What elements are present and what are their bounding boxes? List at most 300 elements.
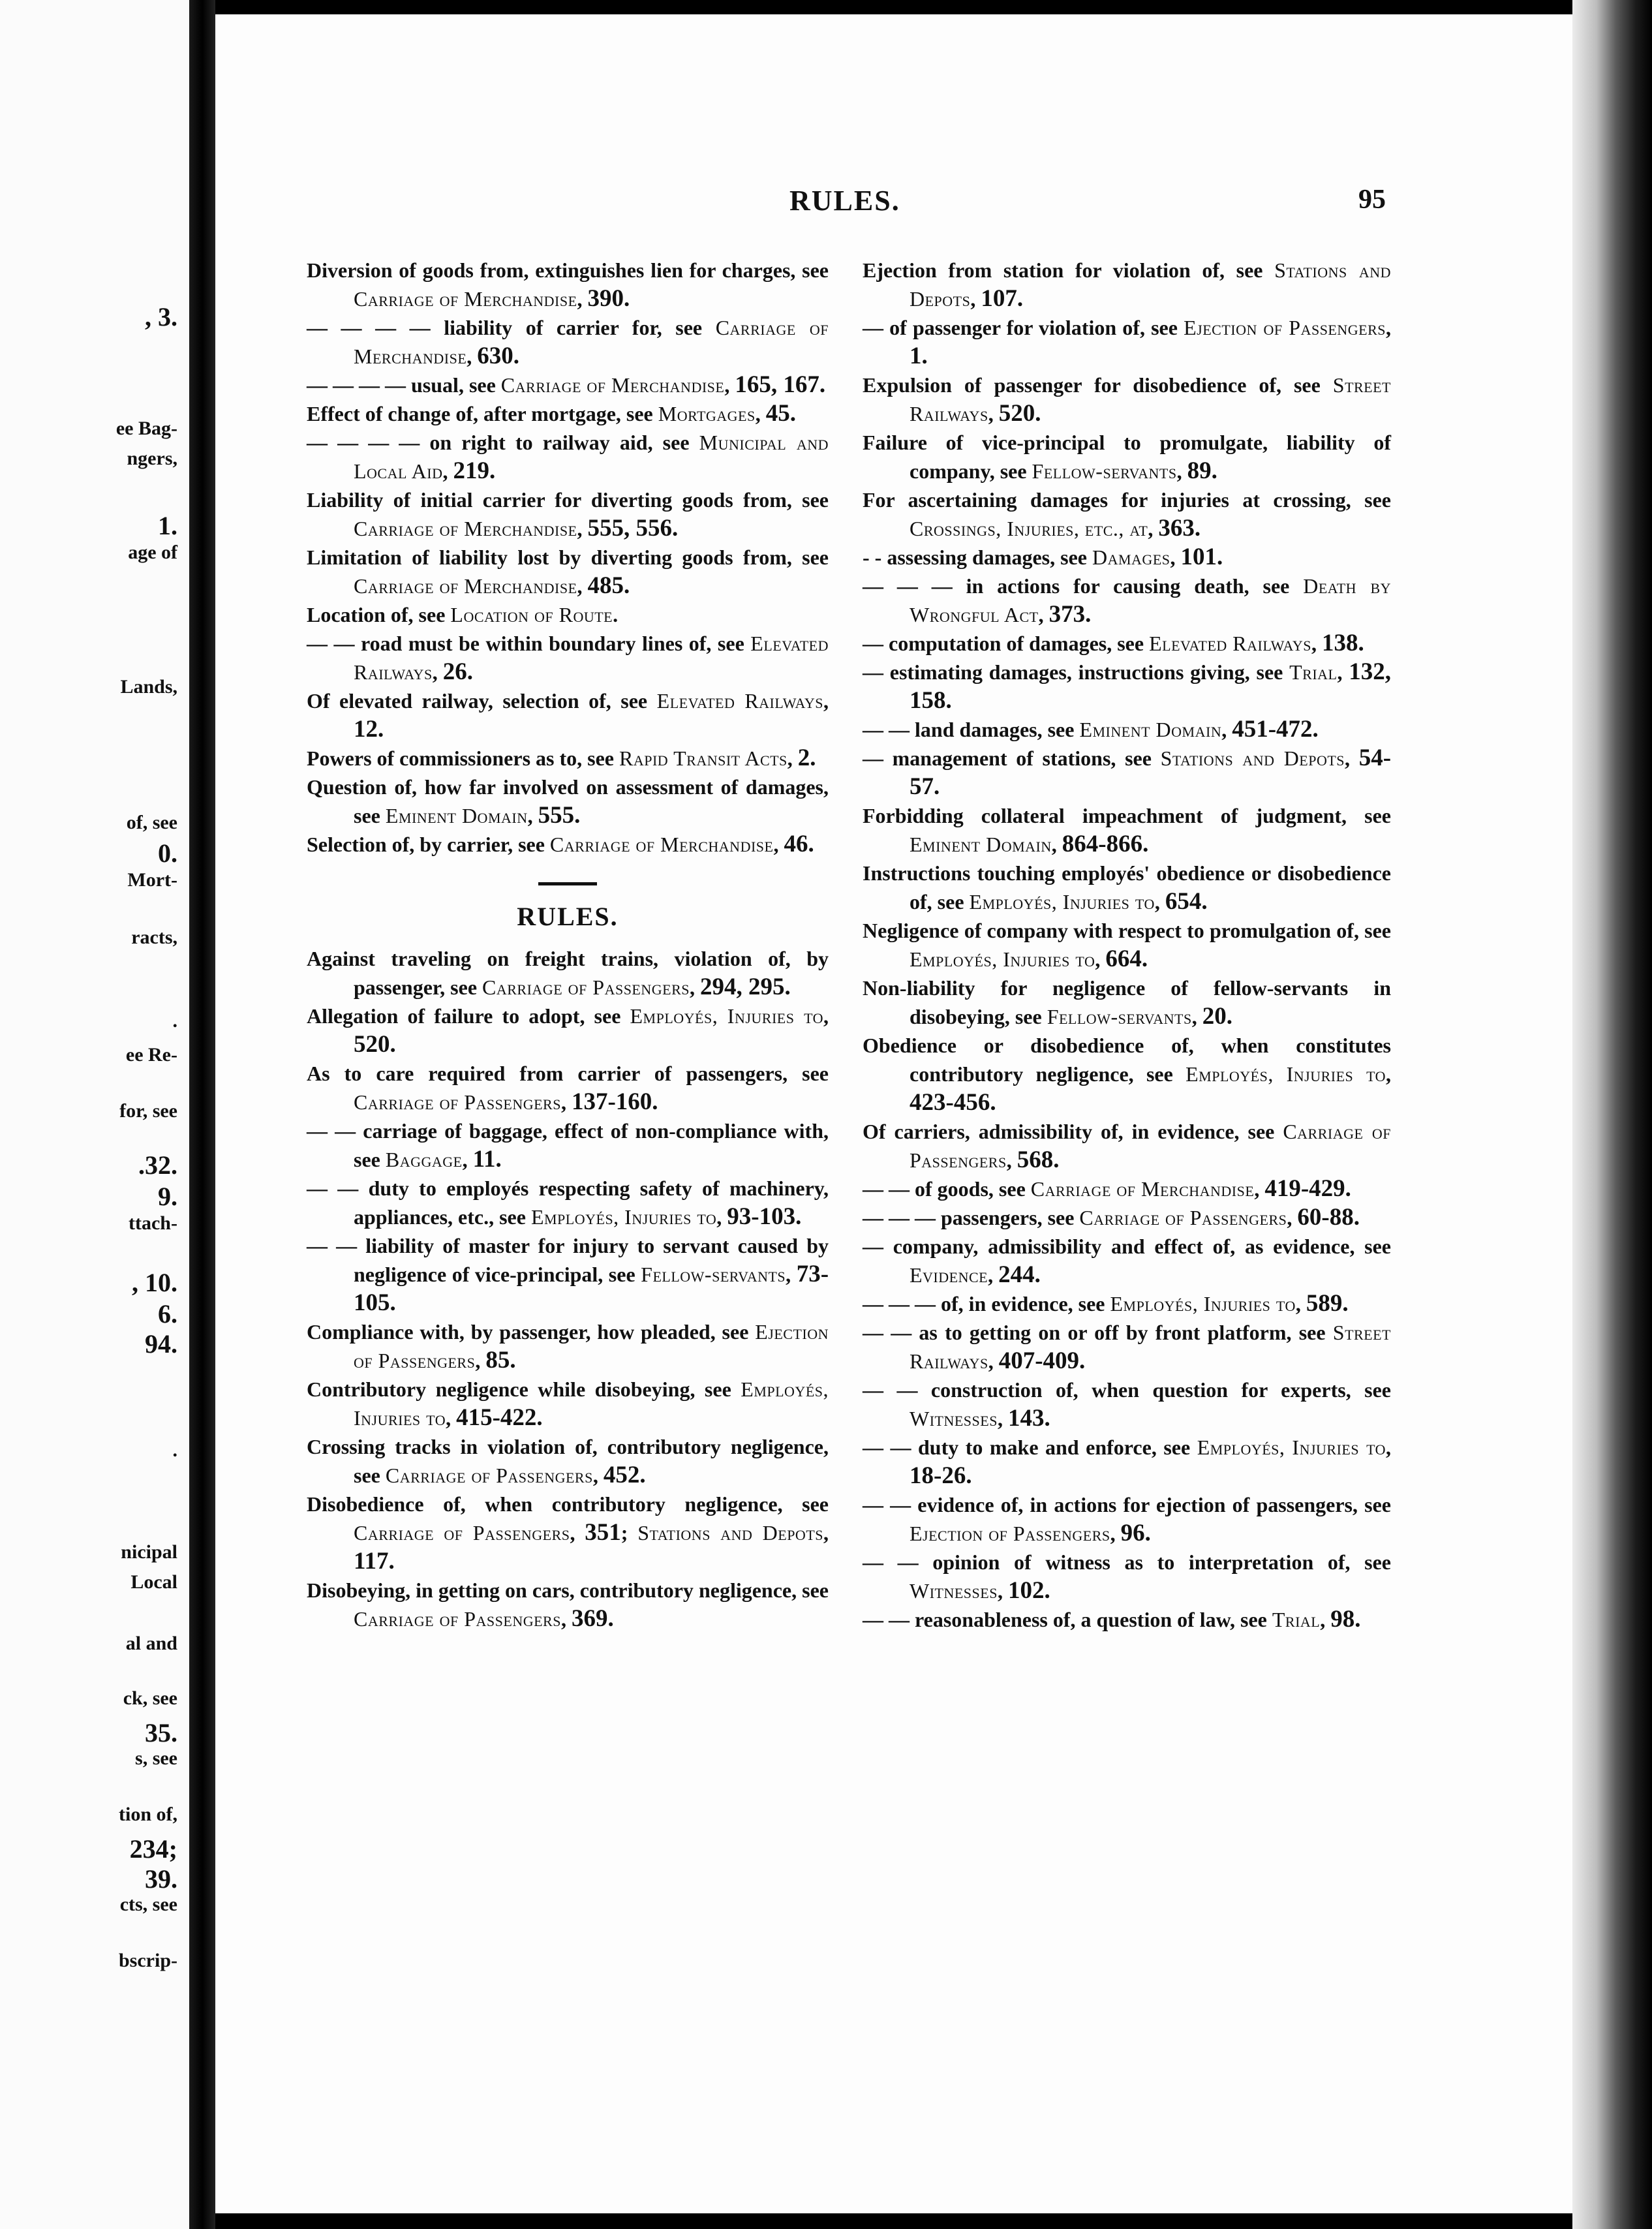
- section-number: 664.: [1105, 945, 1148, 972]
- index-entry: [307, 629, 829, 686]
- entry-text: ,: [1051, 833, 1062, 856]
- cross-reference: Carriage of Merchandise: [354, 517, 577, 540]
- index-entry: [863, 1175, 1391, 1203]
- entry-text: — — — passengers, see: [863, 1206, 1080, 1229]
- section-number: 407-409.: [998, 1347, 1086, 1374]
- section-number: 294, 295.: [700, 974, 791, 1000]
- section-number: 244.: [998, 1261, 1041, 1288]
- cross-reference: Carriage of Merchandise: [549, 833, 774, 856]
- cross-reference: Mortgages: [658, 402, 756, 425]
- cross-reference: Carriage of Merchandise: [354, 316, 829, 368]
- entry-text: ,: [1176, 459, 1187, 483]
- section-number: 11.: [472, 1146, 502, 1173]
- entry-text: ,: [1320, 1608, 1331, 1631]
- section-divider: [538, 882, 597, 885]
- entry-text: Disobedience of, when contributory negligence, see: [307, 1492, 829, 1516]
- index-entry: [307, 1116, 829, 1174]
- section-number: 485.: [587, 572, 630, 599]
- index-entry: [863, 744, 1391, 801]
- cross-reference: Stations and Depots: [637, 1521, 823, 1545]
- section-number: 423-456.: [910, 1089, 996, 1116]
- section-number: 18-26.: [910, 1462, 972, 1489]
- index-entry: [863, 859, 1391, 916]
- cross-reference: Employés, Injuries to: [354, 1377, 829, 1430]
- section-number: 451-472.: [1232, 716, 1319, 743]
- entry-text: Non-liability for negligence of fellow-servants in disobeying, see: [863, 976, 1391, 1028]
- index-entry: [863, 572, 1391, 629]
- cross-reference: Fellow-servants: [641, 1263, 786, 1286]
- section-number: 96.: [1120, 1520, 1151, 1546]
- cross-reference: Fellow-servants: [1032, 459, 1177, 483]
- index-entry: [307, 744, 829, 773]
- cross-reference: Elevated Railways: [1149, 632, 1311, 655]
- section-number: 373.: [1048, 601, 1092, 628]
- cross-reference: Elevated Railways: [656, 689, 824, 713]
- index-entry: [307, 1174, 829, 1231]
- entry-text: ,: [577, 517, 588, 540]
- section-number: 54-57.: [910, 745, 1392, 800]
- section-number: 12.: [354, 716, 384, 743]
- cross-reference: Carriage of Passengers: [354, 1607, 561, 1631]
- cross-reference: Carriage of Passengers: [354, 1090, 561, 1114]
- index-entry: [863, 313, 1391, 371]
- entry-text: ,: [1095, 947, 1106, 971]
- section-number: 102.: [1007, 1577, 1050, 1604]
- entry-text: — company, admissibility and effect of, as evidence, see: [863, 1235, 1391, 1258]
- entry-text: Failure of vice-principal to promulgate, liability of company, see: [863, 431, 1391, 483]
- cross-reference: Trial: [1289, 660, 1338, 684]
- facing-page-text: al and: [125, 1633, 177, 1654]
- facing-page-text: tion of,: [119, 1804, 177, 1825]
- facing-page-text: , 3.: [145, 302, 177, 331]
- entry-text: ,: [1386, 316, 1391, 339]
- entry-text: — — — in actions for causing death, see: [863, 574, 1304, 598]
- entry-text: ,: [570, 1521, 585, 1545]
- section-number: 117.: [354, 1548, 395, 1575]
- facing-page-text: s, see: [135, 1747, 177, 1769]
- section-number: 45.: [765, 400, 796, 427]
- facing-page-text: Lands,: [120, 676, 177, 698]
- cross-reference: Trial: [1272, 1608, 1321, 1631]
- section-number: 520.: [354, 1031, 396, 1058]
- entry-text: ,: [560, 1607, 572, 1631]
- section-number: 46.: [784, 831, 814, 857]
- index-entry: [307, 1490, 829, 1576]
- entry-text: ,: [577, 574, 588, 598]
- entry-text: Expulsion of passenger for disobedience of, see: [863, 373, 1333, 397]
- entry-text: — management of stations, see: [863, 746, 1161, 770]
- entry-text: ,: [1311, 632, 1322, 655]
- facing-page-text: cts, see: [119, 1894, 177, 1915]
- entry-text: ,: [997, 1407, 1008, 1430]
- section-number: 93-103.: [727, 1203, 802, 1230]
- entry-text: Of elevated railway, selection of, see: [307, 689, 657, 713]
- cross-reference: Stations and Depots: [910, 258, 1391, 311]
- cross-reference: Employés, Injuries to: [1197, 1436, 1386, 1459]
- index-entry: [307, 1375, 829, 1432]
- entry-text: ,: [823, 1004, 829, 1028]
- index-entry: [307, 399, 829, 428]
- entry-text: Effect of change of, after mortgage, see: [307, 402, 658, 425]
- cross-reference: Stations and Depots: [1160, 746, 1345, 770]
- entry-text: — — — of, in evidence, see: [863, 1292, 1110, 1315]
- entry-text: ,: [1254, 1177, 1265, 1201]
- section-number: 419-429.: [1264, 1175, 1351, 1202]
- entry-text: ,: [787, 746, 798, 770]
- section-number: 143.: [1007, 1405, 1050, 1432]
- section-number: 132, 158.: [910, 658, 1392, 714]
- cross-reference: Witnesses: [910, 1579, 998, 1603]
- entry-text: ,: [442, 459, 453, 483]
- section-number: 390.: [587, 285, 630, 312]
- facing-page-text: .: [172, 1010, 177, 1032]
- index-entry: [863, 658, 1391, 715]
- section-number: 20.: [1202, 1003, 1232, 1030]
- section-number: 555, 556.: [587, 515, 679, 542]
- index-entry: [863, 428, 1391, 485]
- cross-reference: Carriage of Passengers: [354, 1521, 570, 1545]
- entry-text: — computation of damages, see: [863, 632, 1150, 655]
- entry-text: — — road must be within boundary lines of, see: [307, 632, 751, 655]
- index-entry: [863, 1605, 1391, 1634]
- index-entry: [863, 1117, 1391, 1175]
- entry-text: Negligence of company with respect to promulgation of, see: [863, 919, 1391, 942]
- cross-reference: Carriage of Merchandise: [500, 373, 725, 397]
- entry-text: ,: [1295, 1292, 1306, 1315]
- index-entry: [863, 1031, 1391, 1117]
- cross-reference: Evidence: [910, 1263, 988, 1287]
- cross-reference: Location of Route: [450, 603, 613, 626]
- entry-text: — — — — usual, see: [307, 373, 501, 397]
- cross-reference: Carriage of Merchandise: [354, 574, 577, 598]
- cross-reference: Carriage of Passengers: [1079, 1206, 1287, 1229]
- cross-reference: Eminent Domain: [910, 833, 1052, 856]
- section-number: 73-105.: [354, 1261, 829, 1316]
- index-entry: [307, 1576, 829, 1633]
- section-number: 101.: [1180, 544, 1223, 570]
- section-number: 165, 167.: [735, 371, 826, 398]
- entry-text: ,: [988, 402, 999, 425]
- index-entry: [307, 256, 829, 313]
- entry-text: ,: [755, 402, 766, 425]
- index-entry: [863, 1548, 1391, 1605]
- cross-reference: Death by Wrongful Act: [910, 574, 1392, 626]
- facing-page-text: 94.: [145, 1329, 177, 1359]
- index-entry: [307, 944, 829, 1002]
- index-entry: [863, 801, 1391, 859]
- facing-page-text: 1.: [158, 511, 177, 540]
- cross-reference: Street Railways: [910, 1321, 1391, 1373]
- entry-text: Compliance with, by passenger, how pleaded, see: [307, 1320, 756, 1344]
- entry-text: Forbidding collateral impeachment of judgment, see: [863, 804, 1391, 827]
- section-number: 452.: [603, 1462, 646, 1488]
- cross-reference: Eminent Domain: [385, 804, 528, 827]
- cross-reference: Damages: [1092, 546, 1170, 569]
- entry-text: Of carriers, admissibility of, in evidence, see: [863, 1120, 1283, 1143]
- facing-page-text: for, see: [119, 1100, 177, 1122]
- entry-text: ,: [1038, 603, 1049, 626]
- index-entry: [863, 916, 1391, 974]
- entry-list-continued: [307, 256, 829, 859]
- facing-page-text: .: [172, 1439, 177, 1461]
- facing-page-text: .32.: [138, 1150, 177, 1180]
- entry-text: — — duty to employés respecting safety of machinery, appliances, etc., see: [307, 1176, 829, 1229]
- section-heading: RULES.: [517, 902, 619, 931]
- cross-reference: Baggage: [385, 1148, 463, 1171]
- facing-page-text: ck, see: [123, 1687, 177, 1709]
- index-entry: [307, 371, 829, 399]
- facing-page-text: nicipal: [121, 1541, 177, 1563]
- entry-text: Diversion of goods from, extinguishes lien for charges, see: [307, 258, 829, 282]
- cross-reference: Crossings, Injuries, etc., at: [910, 517, 1148, 540]
- section-number: 219.: [453, 457, 496, 484]
- entry-text: ,: [475, 1349, 486, 1372]
- section-number: 98.: [1330, 1606, 1361, 1633]
- entry-text: — estimating damages, instructions giving, see: [863, 660, 1290, 684]
- index-entry: [863, 543, 1391, 572]
- index-entry: [307, 1002, 829, 1059]
- entry-text: Ejection from station for violation of, see: [863, 258, 1275, 282]
- entry-text: ,: [1345, 746, 1359, 770]
- entry-text: — — — — liability of carrier for, see: [307, 316, 716, 339]
- entry-text: ;: [620, 1521, 638, 1545]
- index-entry: [307, 686, 829, 744]
- entry-text: ,: [1337, 660, 1349, 684]
- entry-text: ,: [1148, 517, 1159, 540]
- section-number: 630.: [477, 343, 520, 369]
- entry-text: Limitation of liability lost by diverting goods from, see: [307, 546, 829, 569]
- section-number: 1.: [910, 343, 928, 369]
- entry-text: — — reasonableness of, a question of law, see: [863, 1608, 1272, 1631]
- facing-page-text: 0.: [158, 838, 177, 868]
- cross-reference: Elevated Railways: [354, 632, 829, 684]
- entry-text: ,: [823, 1521, 829, 1545]
- facing-page-text: Local: [130, 1571, 177, 1593]
- entry-text: Powers of commissioners as to, see: [307, 746, 619, 770]
- section-number: 415-422.: [456, 1404, 543, 1431]
- entry-text: Obedience or disobedience of, when constitutes contributory negligence, see: [863, 1034, 1391, 1086]
- entry-text: ,: [773, 833, 784, 856]
- entry-text: Liability of initial carrier for diverting goods from, see: [307, 488, 829, 512]
- index-entry: [863, 371, 1391, 428]
- facing-page-text: ngers,: [127, 448, 177, 469]
- index-entry: [307, 543, 829, 600]
- cross-reference: Rapid Transit Acts: [619, 746, 788, 770]
- index-entry: [307, 1317, 829, 1375]
- index-entry: [307, 773, 829, 830]
- entry-text: ,: [592, 1464, 604, 1487]
- entry-text: ,: [462, 1148, 473, 1171]
- entry-text: — — evidence of, in actions for ejection of passengers, see: [863, 1493, 1391, 1516]
- entry-text: ,: [988, 1349, 999, 1373]
- running-head: RULES.: [789, 185, 900, 217]
- section-number: 138.: [1321, 630, 1364, 656]
- index-entry: [863, 974, 1391, 1031]
- entry-text: ,: [527, 804, 538, 827]
- index-entry: [307, 1231, 829, 1317]
- section-number: 107.: [981, 285, 1024, 312]
- entry-text: Instructions touching employés' obedience or disobedience of, see: [863, 861, 1391, 914]
- entry-text: ,: [1154, 890, 1165, 914]
- cross-reference: Carriage of Passengers: [385, 1464, 593, 1487]
- facing-page-fragment: [0, 0, 189, 2229]
- entry-text: ,: [467, 345, 478, 368]
- cross-reference: Fellow-servants: [1047, 1005, 1192, 1028]
- entry-text: — — construction of, when question for experts, see: [863, 1378, 1391, 1402]
- entry-text: As to care required from carrier of passengers, see: [307, 1062, 829, 1085]
- section-number: 363.: [1158, 515, 1201, 542]
- index-entry: [307, 485, 829, 543]
- facing-page-text: 9.: [158, 1182, 177, 1211]
- index-entry: [307, 1432, 829, 1490]
- entry-text: .: [613, 603, 619, 626]
- index-entry: [863, 1376, 1391, 1433]
- entry-text: Contributory negligence while disobeying, see: [307, 1377, 741, 1401]
- facing-page-text: of, see: [126, 812, 177, 833]
- cross-reference: Employés, Injuries to: [630, 1004, 823, 1028]
- facing-page-text: ee Re-: [125, 1044, 177, 1066]
- entry-text: ,: [724, 373, 735, 397]
- entry-text: ,: [1170, 546, 1181, 569]
- entry-text: ,: [970, 287, 981, 311]
- section-number: 351: [585, 1519, 621, 1546]
- facing-page-text: 39.: [145, 1864, 177, 1894]
- entry-text: ,: [716, 1205, 727, 1229]
- section-number: 589.: [1306, 1290, 1349, 1317]
- entry-text: Crossing tracks in violation of, contributory negligence, see: [307, 1435, 829, 1487]
- cross-reference: Eminent Domain: [1079, 718, 1222, 741]
- index-column-left: [307, 256, 829, 1633]
- entry-text: ,: [823, 689, 829, 713]
- entry-text: Location of, see: [307, 603, 451, 626]
- entry-list-rules: [307, 944, 829, 1633]
- section-number: 85.: [485, 1347, 516, 1374]
- section-number: 60-88.: [1297, 1204, 1360, 1231]
- facing-page-text: racts,: [131, 927, 177, 948]
- cross-reference: Ejection of Passengers: [910, 1522, 1110, 1545]
- facing-page-text: ee Bag-: [115, 418, 177, 439]
- book-gutter: [189, 0, 215, 2229]
- cross-reference: Witnesses: [910, 1407, 998, 1430]
- facing-page-text: bscrip-: [119, 1950, 177, 1971]
- cross-reference: Ejection of Passengers: [1184, 316, 1386, 339]
- cross-reference: Ejection of Passengers: [354, 1320, 829, 1372]
- section-number: 568.: [1017, 1146, 1060, 1173]
- entry-text: ,: [1386, 1436, 1392, 1459]
- cross-reference: Carriage of Merchandise: [354, 287, 577, 311]
- cross-reference: Carriage of Passengers: [910, 1120, 1392, 1172]
- entry-text: — — duty to make and enforce, see: [863, 1436, 1197, 1459]
- entry-text: ,: [786, 1263, 797, 1286]
- section-number: 26.: [442, 658, 473, 685]
- entry-text: For ascertaining damages for injuries at crossing, see: [863, 488, 1391, 512]
- index-entry: [863, 1232, 1391, 1289]
- index-entry: [863, 256, 1391, 313]
- cross-reference: Employés, Injuries to: [530, 1205, 717, 1229]
- entry-text: — — carriage of baggage, effect of non-compliance with, see: [307, 1119, 829, 1171]
- entry-text: ,: [1191, 1005, 1202, 1028]
- index-entry: [863, 1318, 1391, 1376]
- entry-text: ,: [690, 976, 700, 999]
- index-entry: [863, 1289, 1391, 1318]
- entry-text: Against traveling on freight trains, violation of, by passenger, see: [307, 947, 829, 999]
- entry-text: ,: [997, 1579, 1008, 1603]
- page-edge-shadow: [1572, 0, 1652, 2229]
- facing-page-text: 234;: [129, 1834, 177, 1864]
- entry-text: — of passenger for violation of, see: [863, 316, 1184, 339]
- section-number: 654.: [1165, 888, 1208, 915]
- section-number: 137-160.: [571, 1088, 658, 1115]
- cross-reference: Employés, Injuries to: [910, 947, 1095, 971]
- cross-reference: Employés, Injuries to: [1185, 1062, 1386, 1086]
- cross-reference: Carriage of Passengers: [482, 976, 690, 999]
- entry-text: ,: [1287, 1206, 1298, 1229]
- index-entry: [307, 428, 829, 485]
- facing-page-text: Mort-: [127, 869, 177, 891]
- entry-text: — — liability of master for injury to servant caused by negligence of vice-principal, see: [307, 1234, 829, 1286]
- facing-page-text: ttach-: [129, 1212, 177, 1234]
- cross-reference: Employés, Injuries to: [969, 890, 1155, 914]
- cross-reference: Municipal and Local Aid: [354, 431, 829, 483]
- cross-reference: Carriage of Merchandise: [1030, 1177, 1255, 1201]
- facing-page-text: 35.: [145, 1718, 177, 1747]
- facing-page-text: , 10.: [132, 1268, 177, 1297]
- cross-reference: Employés, Injuries to: [1110, 1292, 1296, 1315]
- entry-text: — — land damages, see: [863, 718, 1080, 741]
- entry-text: Selection of, by carrier, see: [307, 833, 550, 856]
- section-number: 89.: [1187, 457, 1217, 484]
- index-entry: [863, 715, 1391, 744]
- index-entry: [307, 313, 829, 371]
- entry-text: Question of, how far involved on assessment of damages, see: [307, 775, 829, 827]
- entry-text: ,: [1110, 1522, 1121, 1545]
- entry-text: — — of goods, see: [863, 1177, 1031, 1201]
- section-number: 520.: [998, 400, 1041, 427]
- entry-text: Allegation of failure to adopt, see: [307, 1004, 630, 1028]
- entry-text: — — opinion of witness as to interpretation of, see: [863, 1550, 1391, 1574]
- cross-reference: Street Railways: [910, 373, 1391, 425]
- section-number: 2.: [797, 745, 816, 771]
- index-entry: [307, 830, 829, 859]
- index-column-right: [863, 256, 1391, 1634]
- entry-text: ,: [577, 287, 588, 311]
- index-entry: [307, 600, 829, 629]
- index-entry: [863, 1203, 1391, 1232]
- entry-text: ,: [1386, 1062, 1392, 1086]
- entry-text: Disobeying, in getting on cars, contributory negligence, see: [307, 1578, 829, 1602]
- section-number: 864-866.: [1062, 831, 1149, 857]
- index-entry: [863, 1490, 1391, 1548]
- index-entry: [307, 1059, 829, 1116]
- entry-text: ,: [1006, 1148, 1017, 1172]
- entry-list-rules-continued: [863, 256, 1391, 1634]
- entry-text: ,: [560, 1090, 572, 1114]
- index-entry: [863, 629, 1391, 658]
- entry-text: — — — — on right to railway aid, see: [307, 431, 699, 454]
- section-number: 369.: [571, 1605, 614, 1632]
- entry-text: ,: [432, 660, 443, 684]
- section-number: 555.: [538, 802, 581, 829]
- facing-page-text: age of: [128, 542, 177, 563]
- entry-text: ,: [1221, 718, 1232, 741]
- facing-page-text: 6.: [158, 1299, 177, 1329]
- index-entry: [863, 1433, 1391, 1490]
- page-number: 95: [1358, 185, 1386, 215]
- entry-text: — — as to getting on or off by front platform, see: [863, 1321, 1333, 1344]
- index-entry: [863, 485, 1391, 543]
- entry-text: - - assessing damages, see: [863, 546, 1092, 569]
- entry-text: ,: [988, 1263, 999, 1287]
